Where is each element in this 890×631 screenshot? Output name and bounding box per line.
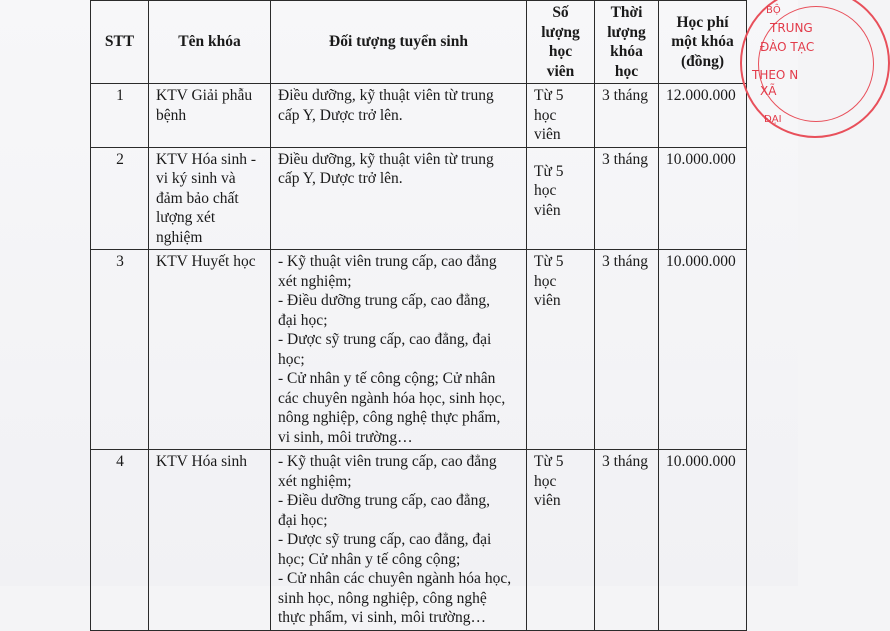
cell-student-count	[527, 147, 595, 250]
header-line: học	[548, 43, 573, 60]
cell-target	[271, 450, 527, 631]
cell-line: nông nghiệp, công nghệ thực phẩm,	[278, 409, 501, 426]
cell-line: - Dược sỹ trung cấp, cao đẳng, đại	[278, 331, 492, 348]
table-row	[91, 250, 747, 450]
seal-text: XÃ	[760, 84, 777, 98]
cell-line: cấp Y, Dược trở lên.	[278, 170, 403, 187]
cell-line: cấp Y, Dược trở lên.	[278, 106, 403, 124]
cell-line: các chuyên ngành hóa học, sinh học,	[278, 389, 506, 407]
cell-line: Từ 5	[534, 162, 564, 180]
header-line: học	[614, 62, 639, 80]
cell-target	[271, 84, 527, 148]
cell-line: Từ 5	[534, 253, 564, 270]
table-header-row	[91, 1, 747, 84]
header-line: viên	[546, 62, 575, 80]
cell-student-count	[527, 250, 595, 450]
cell-fee: 12.000.000	[659, 84, 747, 148]
cell-line: xét nghiệm;	[278, 272, 352, 290]
cell-line: Điều dưỡng, kỹ thuật viên từ trung	[278, 150, 494, 168]
seal-text: BỘ	[766, 5, 781, 16]
header-course-name: Tên khóa	[149, 1, 271, 84]
header-line: lượng	[541, 23, 580, 41]
header-target: Đối tượng tuyển sinh	[271, 1, 527, 84]
header-fee	[659, 1, 747, 84]
cell-line: - Cử nhân y tế công cộng; Cử nhân	[278, 370, 496, 387]
cell-student-count	[527, 84, 595, 148]
cell-line: xét nghiệm;	[278, 472, 352, 490]
table-row	[91, 147, 747, 250]
cell-target	[271, 250, 527, 450]
cell-stt: 1	[91, 84, 149, 148]
cell-stt: 3	[91, 250, 149, 450]
cell-duration: 3 tháng	[595, 147, 659, 250]
seal-text: ĐẠI	[764, 114, 782, 125]
cell-line: Từ 5	[534, 87, 564, 104]
header-line: Số	[552, 4, 569, 21]
cell-line: viên	[534, 201, 561, 219]
cell-course-name	[149, 147, 271, 250]
cell-stt: 4	[91, 450, 149, 631]
cell-line: học	[534, 182, 557, 199]
table-row	[91, 450, 747, 631]
cell-line: - Điều dưỡng trung cấp, cao đẳng,	[278, 292, 491, 309]
header-line: Học phí	[676, 13, 729, 31]
cell-line: vi sinh, môi trường…	[278, 428, 413, 446]
cell-line: KTV Hóa sinh -	[156, 150, 257, 168]
seal-text: TRUNG	[770, 21, 813, 35]
header-student-count	[527, 1, 595, 84]
header-line: một khóa	[671, 33, 734, 51]
cell-line: viên	[534, 126, 561, 143]
table-row	[91, 84, 747, 148]
header-duration	[595, 1, 659, 84]
cell-line: thực phẩm, vi sinh, môi trường…	[278, 609, 486, 626]
seal-text: ĐÀO TẠC	[760, 40, 815, 54]
cell-fee: 10.000.000	[659, 147, 747, 250]
header-line: (đồng)	[680, 52, 725, 70]
cell-line: đảm bảo chất	[156, 189, 239, 207]
cell-line: KTV Huyết học	[156, 253, 256, 270]
cell-student-count	[527, 450, 595, 631]
header-line: khóa	[610, 43, 643, 60]
cell-line: KTV Giải phẫu	[156, 87, 253, 104]
cell-line: vi ký sinh và	[156, 170, 236, 187]
cell-line: Điều dưỡng, kỹ thuật viên từ trung	[278, 87, 494, 104]
cell-line: học;	[278, 350, 305, 368]
cell-line: đại học;	[278, 511, 328, 529]
cell-line: - Kỹ thuật viên trung cấp, cao đẳng	[278, 253, 497, 270]
cell-duration: 3 tháng	[595, 84, 659, 148]
cell-duration: 3 tháng	[595, 450, 659, 631]
cell-line: học; Cử nhân y tế công cộng;	[278, 550, 461, 568]
cell-line: - Điều dưỡng trung cấp, cao đẳng,	[278, 492, 491, 509]
cell-course-name	[149, 84, 271, 148]
cell-line: học	[534, 472, 557, 490]
cell-line: sinh học, nông nghiệp, công nghệ	[278, 589, 487, 607]
cell-duration: 3 tháng	[595, 250, 659, 450]
cell-fee: 10.000.000	[659, 250, 747, 450]
cell-course-name	[149, 250, 271, 450]
seal-text: THEO N	[752, 68, 799, 82]
cell-line: lượng xét	[156, 209, 216, 226]
cell-line: nghiệm	[156, 228, 203, 246]
cell-target	[271, 147, 527, 250]
cell-line: Từ 5	[534, 453, 564, 470]
cell-fee: 10.000.000	[659, 450, 747, 631]
header-line: Thời	[610, 4, 643, 21]
cell-line: viên	[534, 292, 561, 309]
course-fee-table	[90, 0, 747, 631]
cell-line: đại học;	[278, 311, 328, 329]
cell-line: viên	[534, 492, 561, 509]
cell-line: bệnh	[156, 106, 187, 124]
cell-line: học	[534, 106, 557, 124]
cell-course-name	[149, 450, 271, 631]
cell-line: học	[534, 272, 557, 290]
cell-line: - Kỹ thuật viên trung cấp, cao đẳng	[278, 453, 497, 470]
cell-line: KTV Hóa sinh	[156, 453, 247, 470]
cell-line: - Dược sỹ trung cấp, cao đẳng, đại	[278, 531, 492, 548]
cell-stt: 2	[91, 147, 149, 250]
header-stt: STT	[91, 1, 149, 84]
header-line: lượng	[607, 23, 646, 41]
cell-line: - Cử nhân các chuyên ngành hóa học,	[278, 570, 512, 587]
